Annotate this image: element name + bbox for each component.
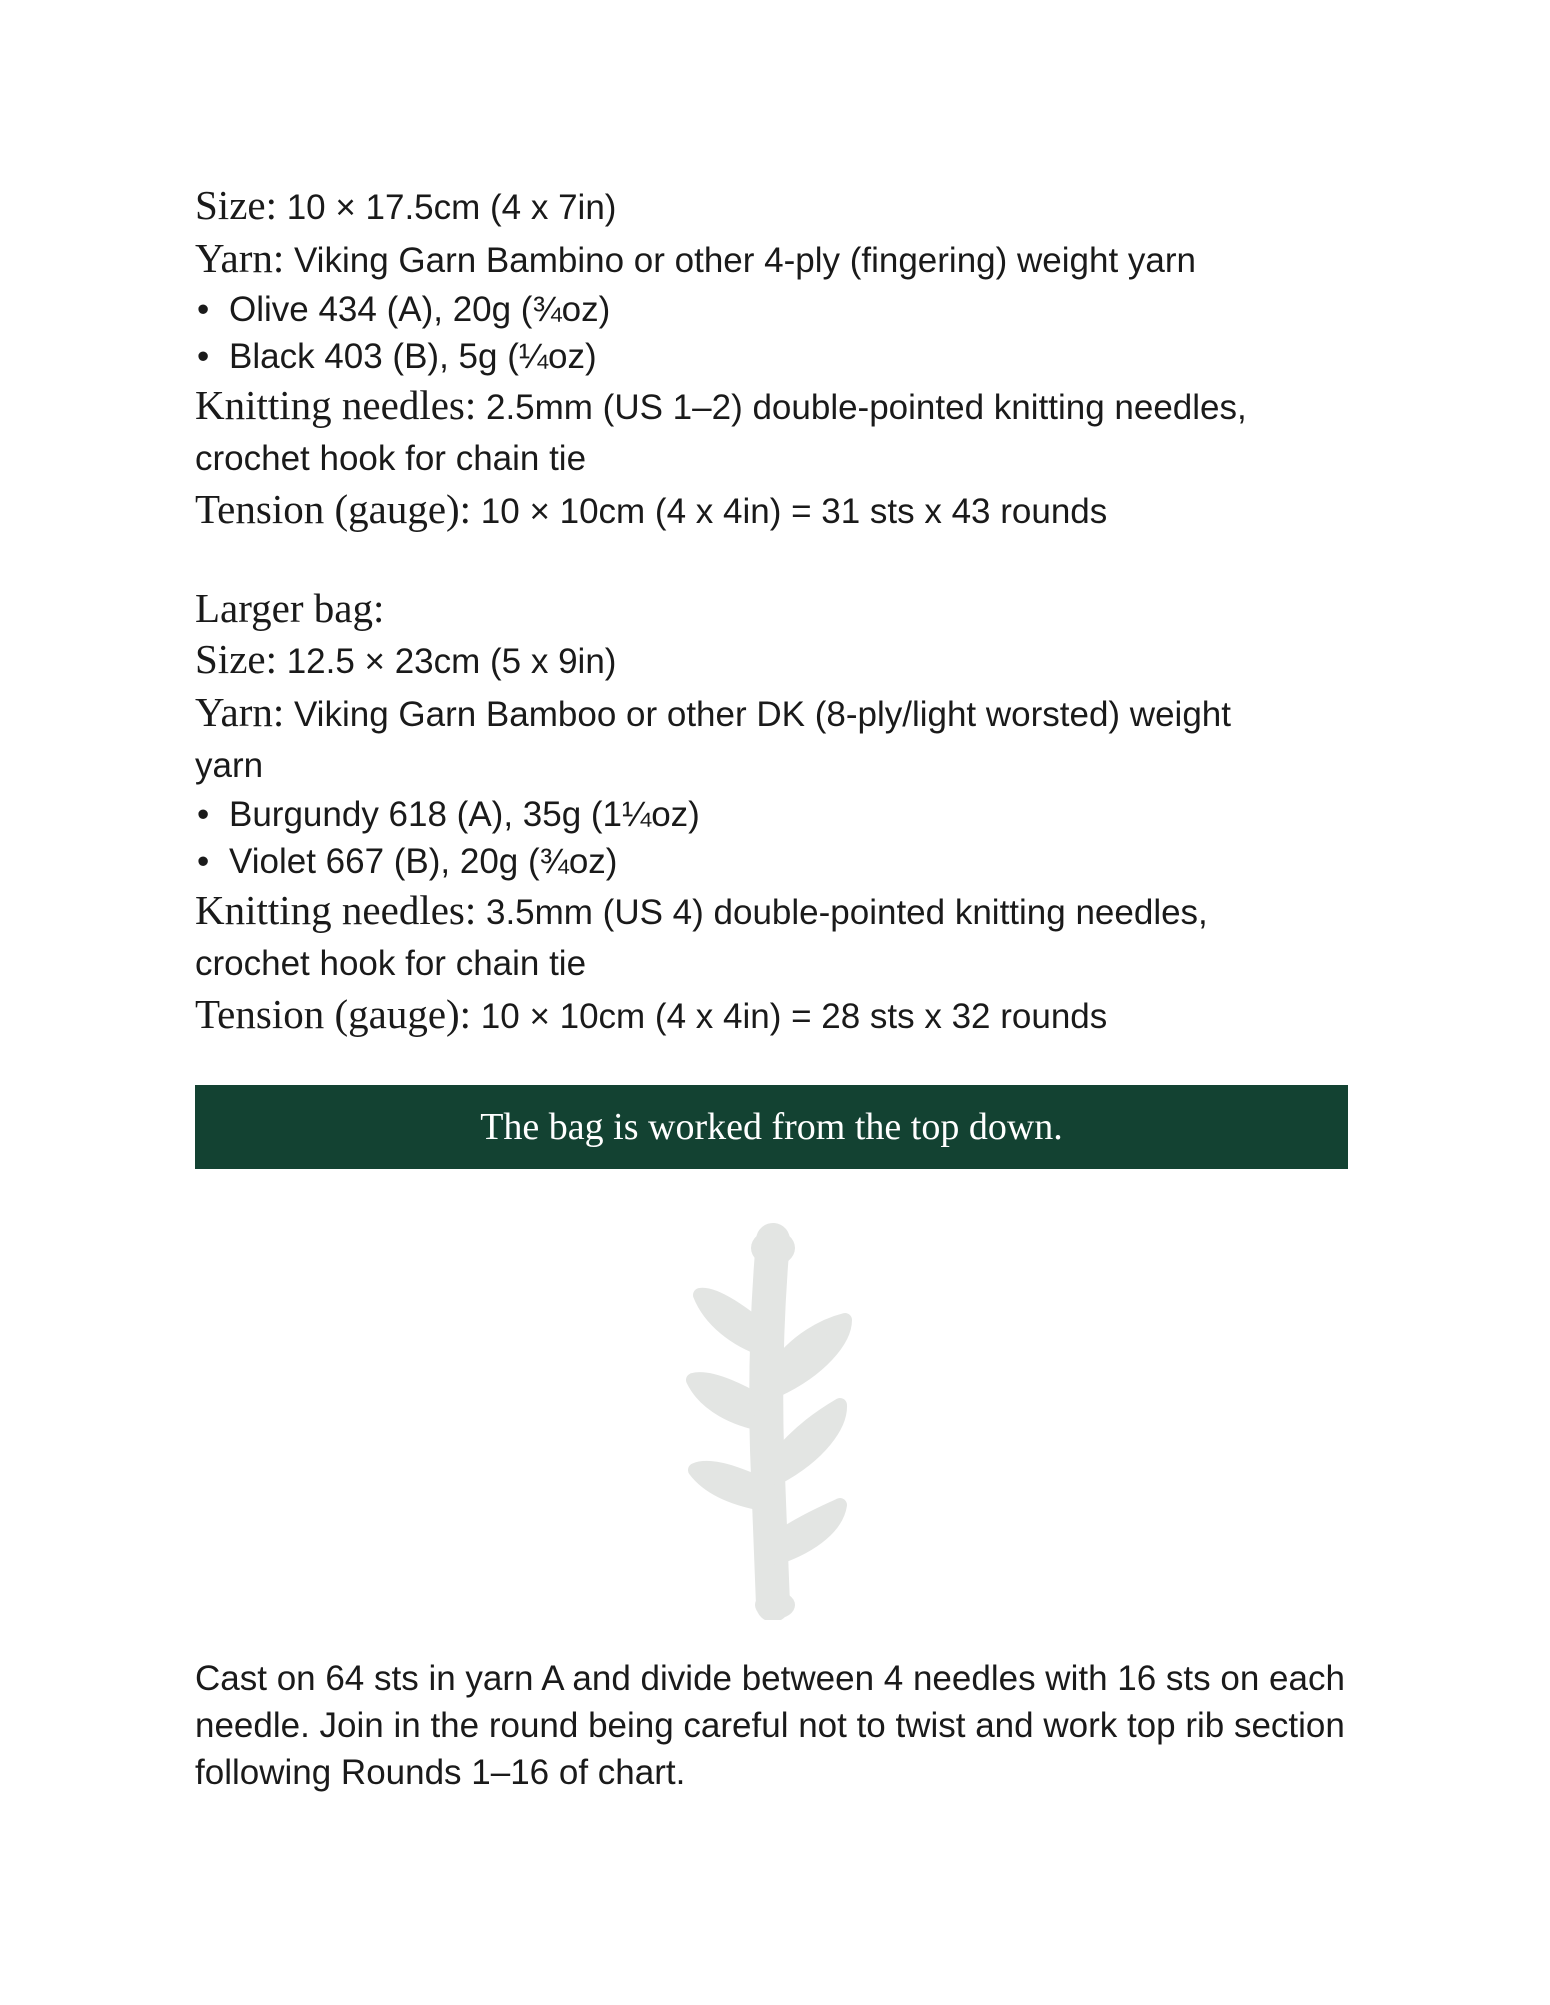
list-item: • Black 403 (B), 5g (¼oz) xyxy=(195,333,1355,380)
yarn-line xyxy=(195,233,1355,286)
needles-line xyxy=(195,380,1355,433)
yarn-value: Viking Garn Bambino or other 4-ply (fingering) weight yarn xyxy=(284,241,1196,280)
yarn-line xyxy=(195,687,1355,740)
tension-line xyxy=(195,989,1355,1042)
colour-list xyxy=(195,791,1355,885)
needles-line xyxy=(195,885,1355,938)
needles-value: 3.5mm (US 4) double-pointed knitting needles, xyxy=(476,893,1208,932)
materials-section xyxy=(195,180,1355,1042)
tension-label: Tension (gauge): xyxy=(195,991,472,1037)
yarn-label: Yarn: xyxy=(195,689,285,735)
needles-continuation: crochet hook for chain tie xyxy=(195,944,587,983)
banner-text: The bag is worked from the top down. xyxy=(480,1106,1063,1148)
list-item: • Violet 667 (B), 20g (¾oz) xyxy=(195,838,1355,885)
instructions-paragraph: Cast on 64 sts in yarn A and divide between 4 needles with 16 sts on each needle. Join in the round being careful not to twist and work top rib section following Rounds 1–16 of chart. xyxy=(195,1659,1345,1792)
list-item: • Olive 434 (A), 20g (¾oz) xyxy=(195,286,1355,333)
section-spacer xyxy=(195,537,1355,583)
bullet-icon: • xyxy=(197,795,210,834)
info-banner xyxy=(195,1085,1348,1169)
size-value: 12.5 × 23cm (5 x 9in) xyxy=(276,642,617,681)
leaf-sprig-icon xyxy=(655,1220,895,1620)
needles-label: Knitting needles: xyxy=(195,887,477,933)
bullet-icon: • xyxy=(197,842,210,881)
list-item: • Burgundy 618 (A), 35g (1¼oz) xyxy=(195,791,1355,838)
needles-value: 2.5mm (US 1–2) double-pointed knitting needles, xyxy=(476,388,1247,427)
tension-label: Tension (gauge): xyxy=(195,486,472,532)
needles-label: Knitting needles: xyxy=(195,382,477,428)
yarn-label: Yarn: xyxy=(195,235,285,281)
size-label: Size: xyxy=(195,182,277,228)
yarn-value: Viking Garn Bamboo or other DK (8-ply/light worsted) weight xyxy=(284,695,1231,734)
tension-line xyxy=(195,484,1355,537)
yarn-continuation: yarn xyxy=(195,746,264,785)
tension-value: 10 × 10cm (4 x 4in) = 28 sts x 32 rounds xyxy=(471,997,1108,1036)
needles-continuation: crochet hook for chain tie xyxy=(195,439,587,478)
size-line xyxy=(195,180,1355,233)
larger-bag-heading: Larger bag: xyxy=(195,585,385,631)
size-label: Size: xyxy=(195,636,277,682)
size-value: 10 × 17.5cm (4 x 7in) xyxy=(276,188,617,227)
tension-value: 10 × 10cm (4 x 4in) = 31 sts x 43 rounds xyxy=(471,492,1108,531)
bullet-icon: • xyxy=(197,337,210,376)
size-line xyxy=(195,634,1355,687)
bullet-icon: • xyxy=(197,290,210,329)
colour-list xyxy=(195,286,1355,380)
